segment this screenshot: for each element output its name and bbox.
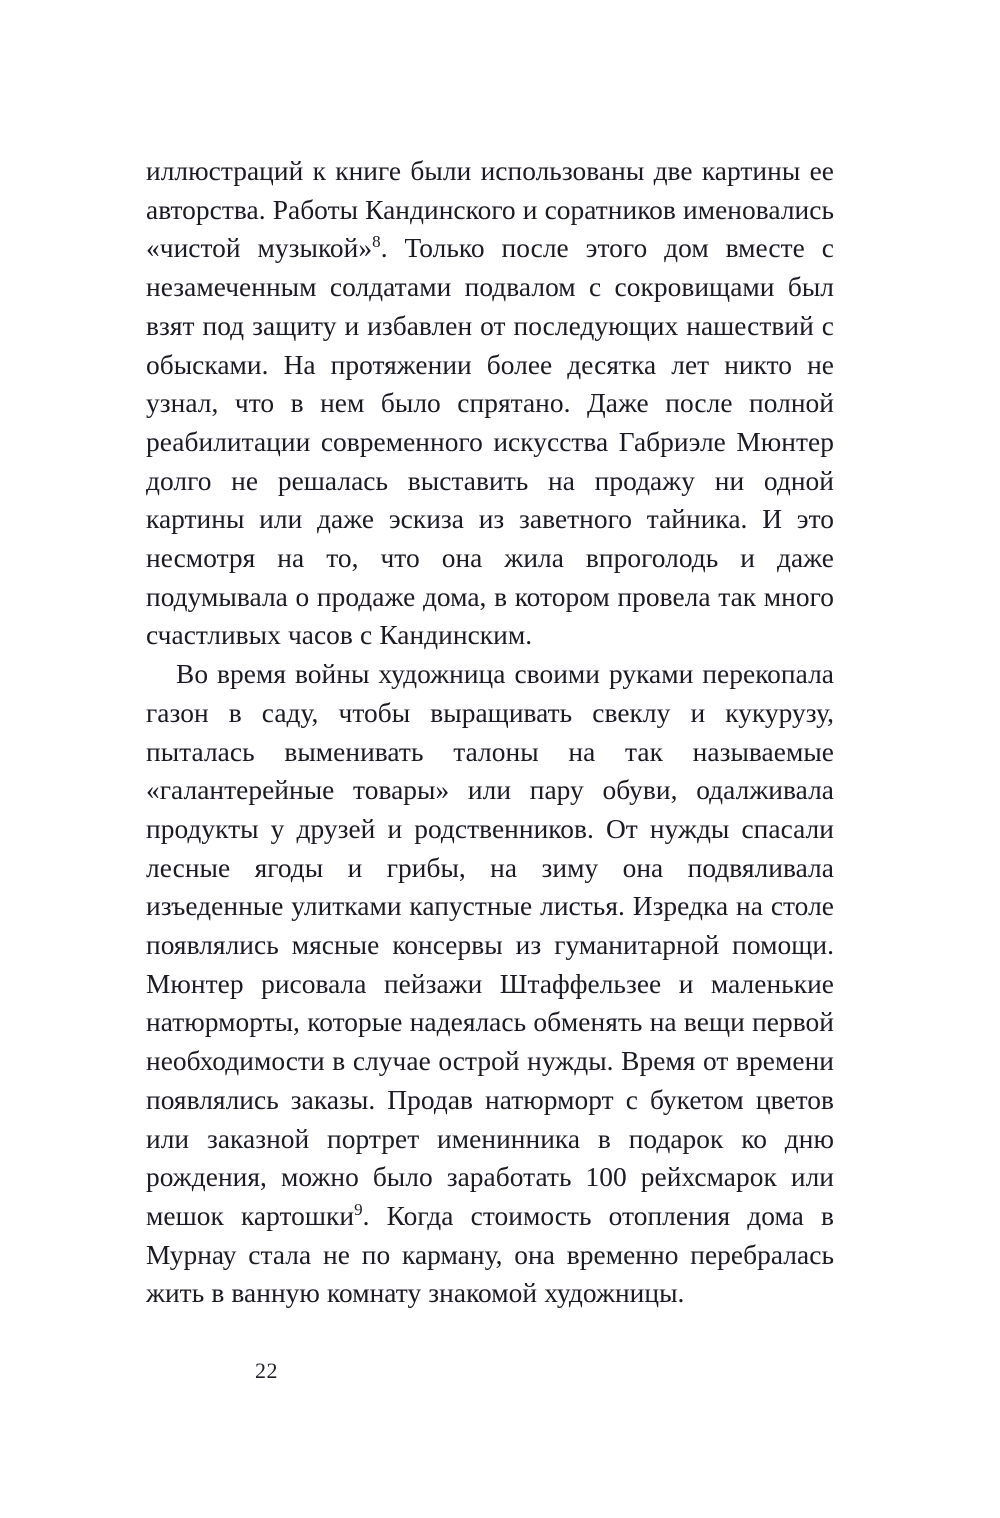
footnote-marker-8: 8 — [372, 232, 381, 252]
footnote-marker-9: 9 — [354, 1199, 363, 1219]
body-paragraph-2: Во время войны художница своими руками перекопала газон в саду, чтобы выращивать свеклу и кукурузу, пыталась выменивать талоны на так называемые «галантерейные товары» или пару обуви, одалживала продукты у друзей и родственников. От нужды спасали лесные ягоды и грибы, на зиму она подвяливала изъеденные улитками капустные листья. Изредка на столе появлялись мясные консервы из гуманитарной помощи. Мюнтер рисовала пейзажи Штаффельзее и маленькие натюрморты, которые надеялась обменять на вещи первой необходимости в случае острой нужды. Время от времени появлялись заказы. Продав натюрморт с букетом цветов или заказной портрет именинника в подарок ко дню рождения, можно было заработать 100 рейхсмарок или мешок картошки$^9$. Когда стоимость отопления дома в Мурнау стала не по карману, она временно перебралась жить в ванную комнату знакомой художницы. — [146, 659, 834, 1309]
page-text-block — [146, 152, 834, 1313]
page-number: 22 — [255, 1358, 278, 1383]
body-paragraph-1: иллюстраций к книге были использованы две картины ее авторства. Работы Кандинского и соратников именовались «чистой музыкой»$^8$. Только после этого дом вместе с незамеченным солдатами подвалом с сокровищами был взят под защиту и избавлен от последующих нашествий с обысками. На протяжении более десятка лет никто не узнал, что в нем было спрятано. Даже после полной реабилитации современного искусства Габриэле Мюнтер долго не решалась выставить на продажу ни одной картины или даже эскиза из заветного тайника. И это несмотря на то, что она жила впроголодь и даже подумывала о продаже дома, в котором провела так много счастливых часов с Кандинским. — [146, 156, 835, 651]
